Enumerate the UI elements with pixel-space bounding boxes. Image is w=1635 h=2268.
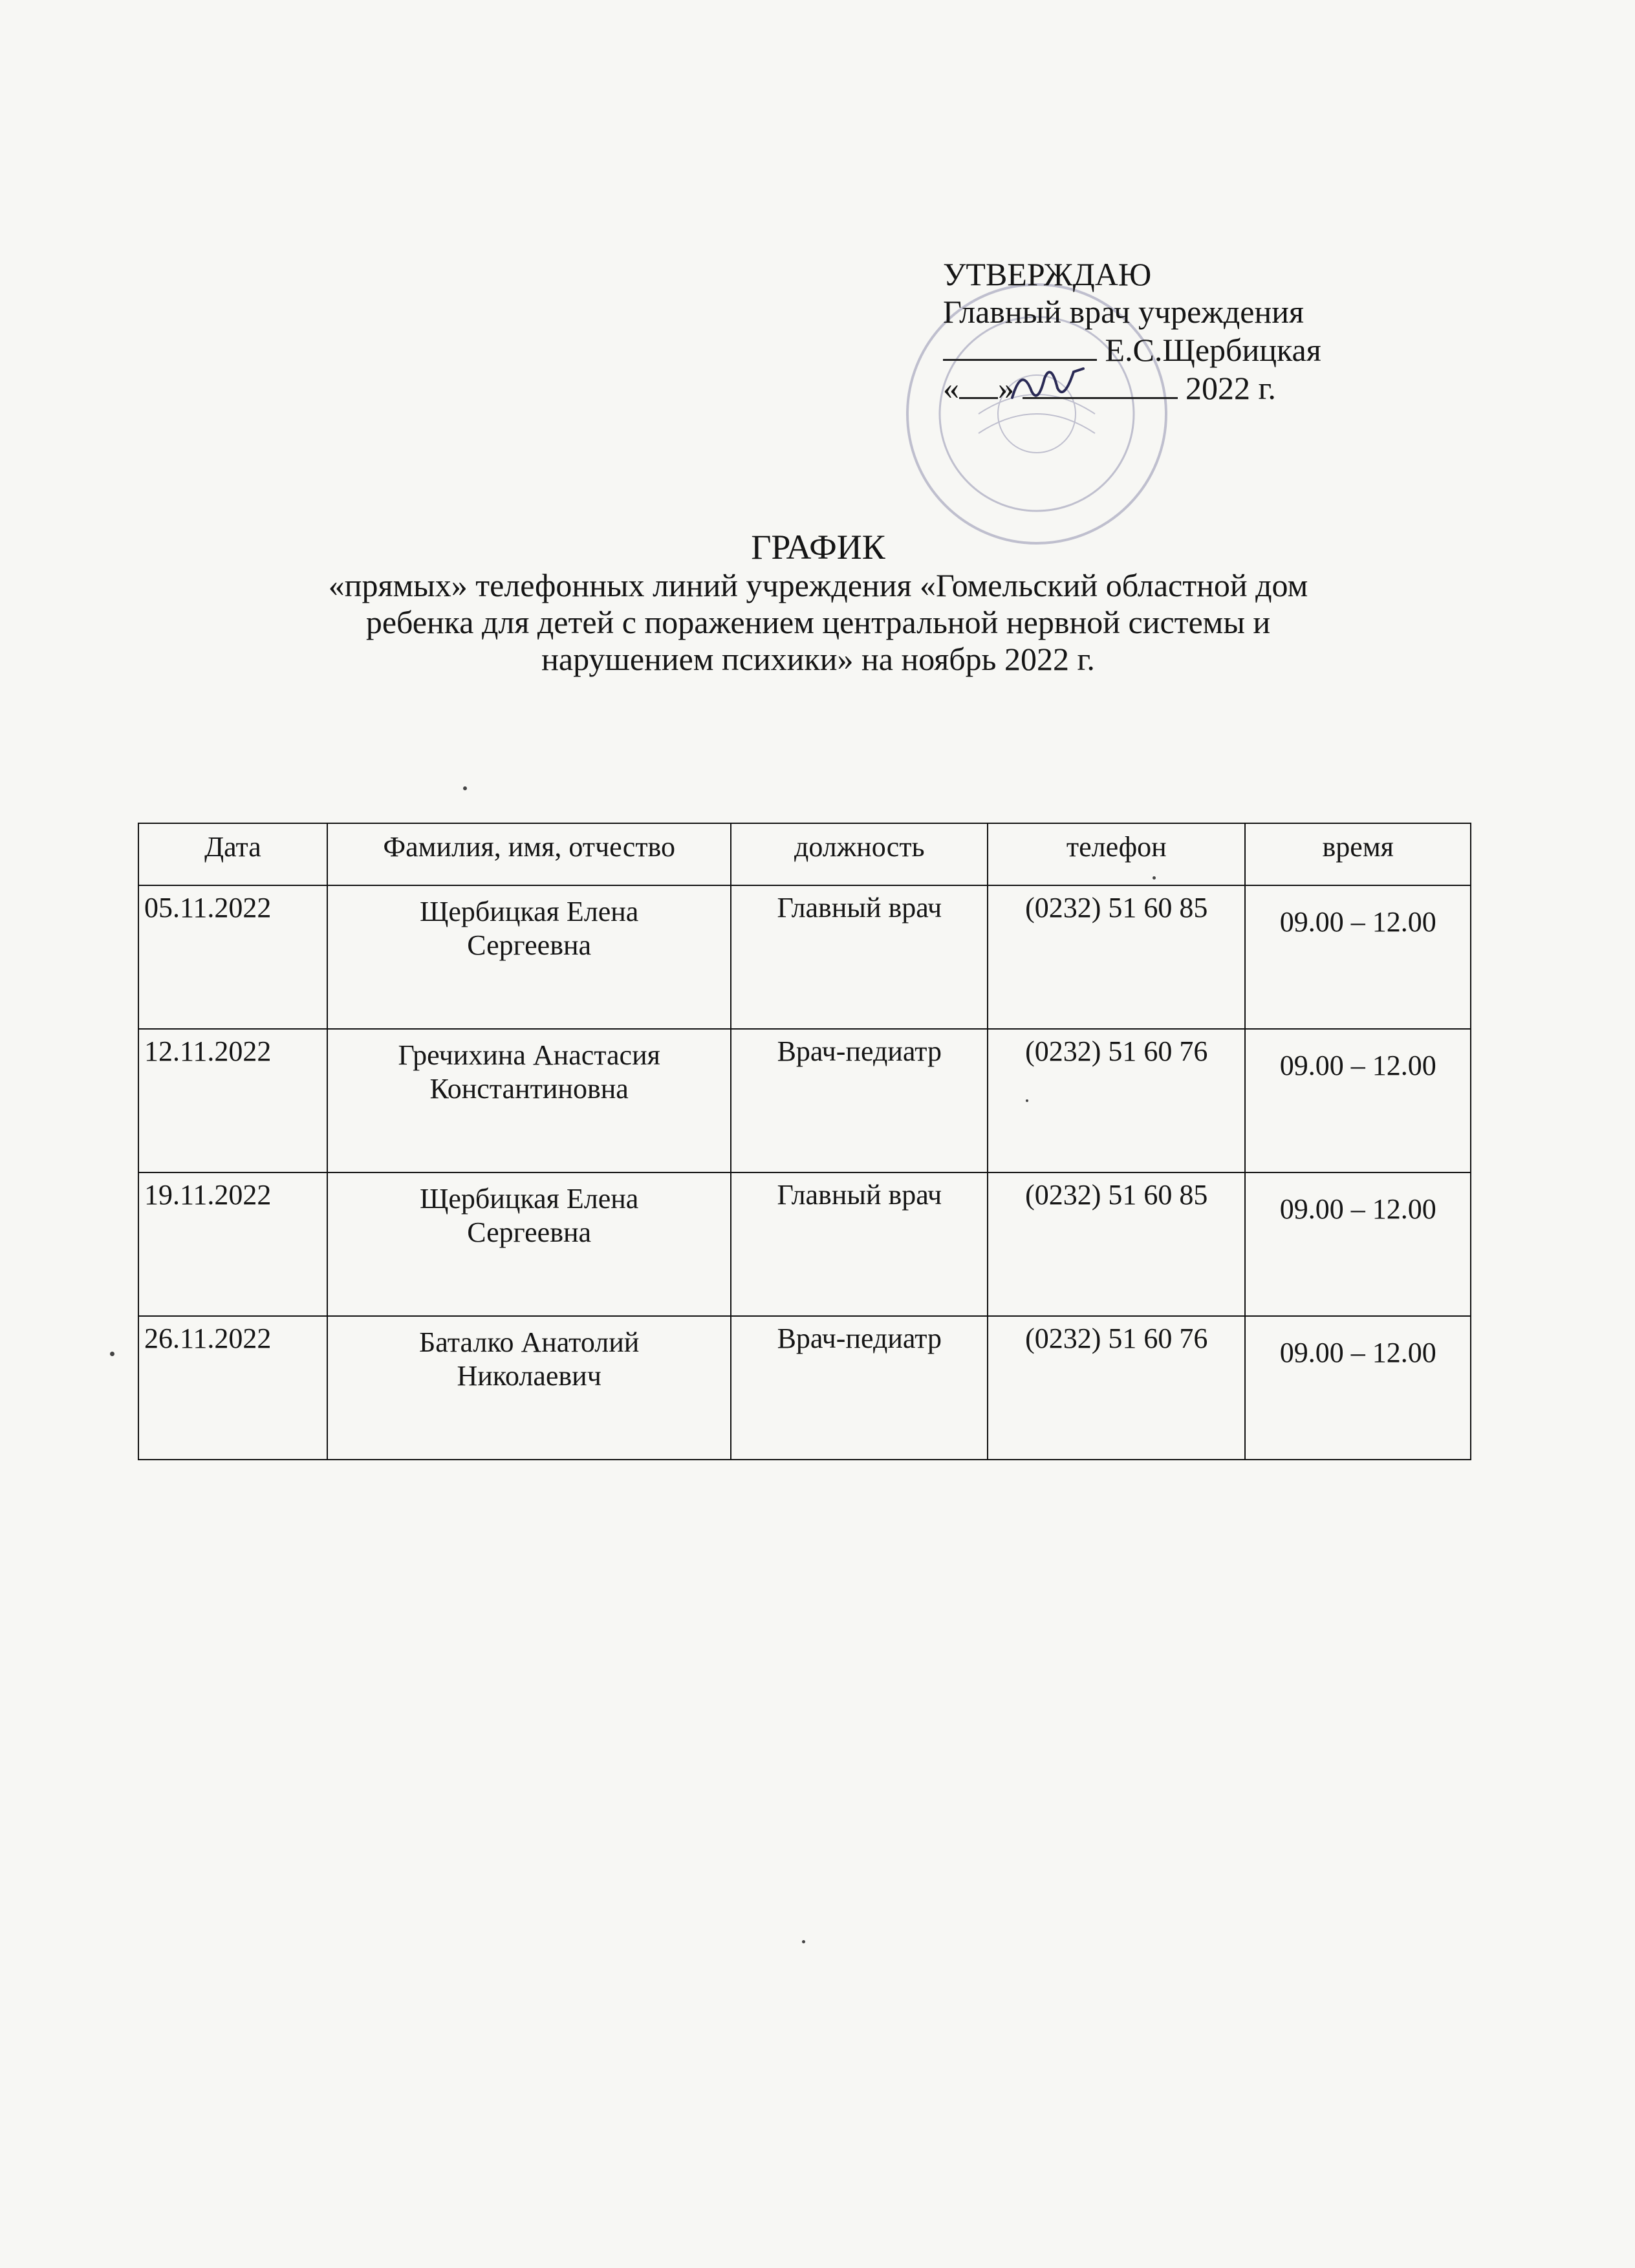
header-date: Дата <box>138 823 327 885</box>
row-date: 12.11.2022 <box>138 1029 327 1172</box>
row-name-line-2: Николаевич <box>457 1360 601 1392</box>
table-row <box>138 1029 1471 1172</box>
row-date: 26.11.2022 <box>138 1316 327 1460</box>
row-name-line-1: Щербицкая Елена <box>420 896 639 927</box>
row-name-line-2: Константиновна <box>429 1073 629 1105</box>
row-time: 09.00 – 12.00 <box>1245 1029 1471 1172</box>
signature-blank <box>943 330 1097 361</box>
row-time: 09.00 – 12.00 <box>1245 1172 1471 1316</box>
row-position: Врач-педиатр <box>731 1316 988 1460</box>
approval-year: 2022 г. <box>1186 370 1276 406</box>
row-name-line-2: Сергеевна <box>467 929 592 961</box>
row-position: Главный врач <box>731 885 988 1029</box>
row-name-line-1: Щербицкая Елена <box>420 1183 639 1215</box>
schedule-table <box>138 823 1471 1460</box>
row-name-line-1: Гречихина Анастасия <box>398 1039 660 1071</box>
table-row <box>138 1316 1471 1460</box>
table-header-row <box>138 823 1471 885</box>
row-name <box>327 1172 731 1316</box>
approval-block <box>943 255 1499 407</box>
row-position: Врач-педиатр <box>731 1029 988 1172</box>
row-name <box>327 885 731 1029</box>
header-position: должность <box>731 823 988 885</box>
title-line-1: «прямых» телефонных линий учреждения «Гомельский областной дом <box>328 567 1308 603</box>
date-month-blank <box>1023 369 1178 399</box>
signature-line <box>943 330 1499 369</box>
row-date: 05.11.2022 <box>138 885 327 1029</box>
row-phone: (0232) 51 60 85 <box>988 885 1245 1029</box>
row-name-line-1: Баталко Анатолий <box>419 1326 640 1358</box>
scan-speck <box>110 1352 114 1356</box>
header-phone: телефон <box>988 823 1245 885</box>
document-title <box>213 529 1423 678</box>
date-day-blank <box>959 369 998 399</box>
title-line-2: ребенка для детей с поражением центральной нервной системы и <box>365 604 1271 640</box>
title-line-3: нарушением психики» на ноябрь 2022 г. <box>541 641 1095 677</box>
table-row <box>138 1172 1471 1316</box>
row-phone: (0232) 51 60 76 <box>988 1316 1245 1460</box>
header-name: Фамилия, имя, отчество <box>327 823 731 885</box>
date-close-quote: » <box>998 370 1014 406</box>
scan-speck <box>1026 1099 1028 1102</box>
date-open-quote: « <box>943 370 959 406</box>
scan-speck <box>463 786 467 790</box>
table-row <box>138 885 1471 1029</box>
approver-position: Главный врач учреждения <box>943 294 1304 330</box>
approver-name: Е.С.Щербицкая <box>1105 332 1321 368</box>
row-time: 09.00 – 12.00 <box>1245 885 1471 1029</box>
row-position: Главный врач <box>731 1172 988 1316</box>
header-time: время <box>1245 823 1471 885</box>
row-name-line-2: Сергеевна <box>467 1216 592 1248</box>
row-name <box>327 1316 731 1460</box>
approval-date-line <box>943 369 1499 407</box>
scan-speck <box>802 1940 805 1943</box>
title-heading: ГРАФИК <box>751 528 885 567</box>
row-time: 09.00 – 12.00 <box>1245 1316 1471 1460</box>
row-name <box>327 1029 731 1172</box>
row-phone: (0232) 51 60 76 <box>988 1029 1245 1172</box>
row-phone: (0232) 51 60 85 <box>988 1172 1245 1316</box>
approve-label: УТВЕРЖДАЮ <box>943 256 1152 292</box>
row-date: 19.11.2022 <box>138 1172 327 1316</box>
scan-speck <box>1153 876 1156 880</box>
